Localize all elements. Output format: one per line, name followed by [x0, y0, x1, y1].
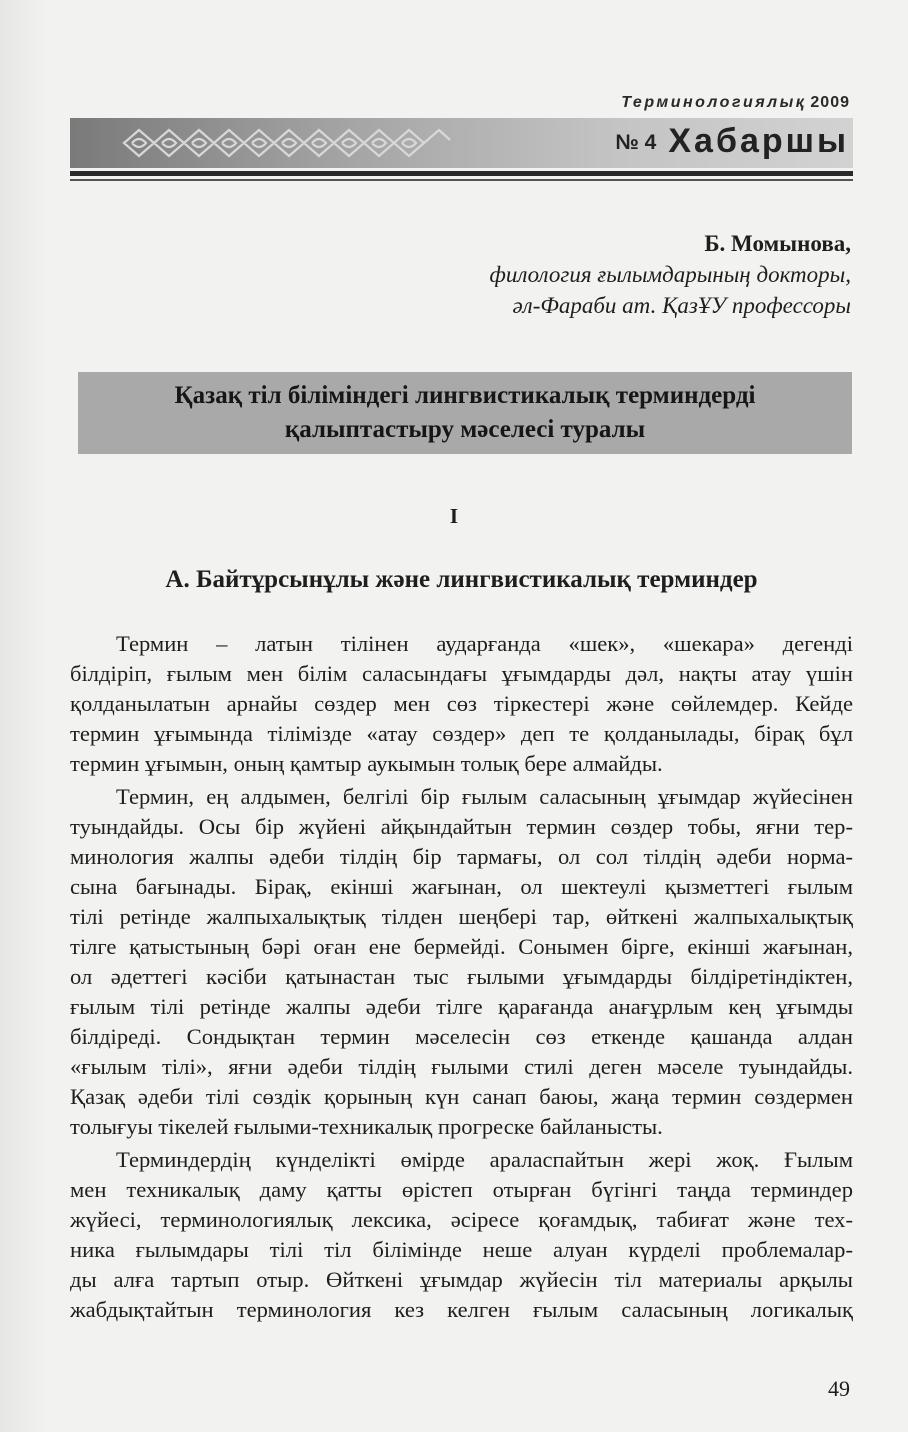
- body-line: тілге қатыстының бәрі оған ене бермейді. Сонымен бірге, екінші жағынан,: [70, 934, 853, 959]
- body-line: жүйесі, терминологиялық лексика, әсіресе қоғамдық, табиғат және тех-: [70, 1207, 853, 1232]
- header-rule-thick: [70, 171, 853, 176]
- body-line: минология жалпы әдеби тілдің бір тармағы, ол сол тілдің әдеби норма-: [70, 844, 853, 869]
- body-line: жабдықтайтын терминология кез келген ғылым саласының логикалық: [70, 1297, 853, 1322]
- ornament-icon: [122, 126, 452, 160]
- body-line: термин ұғымын, оның қамтыр аукымын толық бере алмайды.: [70, 751, 663, 776]
- page-edge-shadow: [0, 0, 46, 1432]
- body-line: Терминдердің күнделікті өмірде араласпайтын жері жоқ. Ғылым: [116, 1147, 853, 1172]
- body-line: білдіреді. Сондықтан термин мәселесін сөз еткенде қашанда алдан: [70, 1024, 853, 1049]
- body-line: толығуы тікелей ғылыми-техникалық прогреске байланысты.: [70, 1114, 663, 1139]
- article-title-line: қалыптастыру мәселесі туралы: [284, 416, 646, 443]
- issue-number: № 4: [615, 131, 657, 154]
- body-line: қолданылатын арнайы сөздер мен сөз тіркестері және сөйлемдер. Кейде: [70, 691, 853, 716]
- body-line: білдіріп, ғылым мен білім саласындағы ұғымдарды дәл, нақты атау үшін: [70, 661, 853, 686]
- journal-banner: [70, 118, 853, 168]
- body-line: тілі ретінде жалпыхалықтық тілден шеңбері тар, өйткені жалпыхалықтық: [70, 904, 853, 929]
- body-line: ды алға тартып отыр. Өйткені ұғымдар жүйесін тіл материалы арқылы: [70, 1267, 853, 1292]
- body-line: «ғылым тілі», яғни әдеби тілдің ғылыми стилі деген мәселе туындайды.: [70, 1054, 853, 1079]
- body-line: ғылым тілі ретінде жалпы әдеби тілге қарағанда анағұрлым кең ұғымды: [70, 994, 853, 1019]
- body-line: сына бағынады. Бірақ, екінші жағынан, ол шектеулі қызметтегі ғылым: [70, 874, 853, 899]
- journal-year: 2009: [810, 94, 850, 111]
- page-number: 49: [828, 1376, 850, 1401]
- header-rule-thin: [70, 179, 853, 181]
- section-title: А. Байтұрсынұлы және лингвистикалық терминдер: [165, 566, 758, 593]
- article-title-line: Қазақ тіл біліміндегі лингвистикалық терминдерді: [174, 382, 756, 409]
- body-line: Термин – латын тілінен аударғанда «шек», «шекара» дегенді: [116, 631, 853, 656]
- body-line: ника ғылымдары тілі тіл білімінде неше алуан күрделі проблемалар-: [70, 1237, 853, 1262]
- journal-running-header: [621, 94, 850, 112]
- body-line: термин ұғымында тілімізде «атау сөздер» деп те қолданылады, бірақ бұл: [70, 721, 853, 746]
- body-line: Термин, ең алдымен, белгілі бір ғылым саласының ұғымдар жүйесінен: [116, 784, 853, 809]
- journal-name: Хабаршы: [668, 122, 849, 160]
- author-block: [251, 228, 851, 321]
- body-line: Қазақ әдеби тілі сөздік қорының күн санап баюы, жаңа термин сөздермен: [70, 1084, 853, 1109]
- body-line: мен техникалық даму қатты өрістеп отырған бүгінгі таңда терминдер: [70, 1177, 853, 1202]
- author-credential-degree: филология ғылымдарының докторы,: [489, 262, 851, 287]
- article-title-box: [78, 372, 852, 454]
- author-credential-affiliation: әл-Фараби ат. ҚазҰУ профессоры: [512, 293, 851, 318]
- journal-series-title: Терминологиялық: [621, 94, 807, 111]
- author-name: Б. Момынова,: [704, 231, 851, 256]
- body-line: туындайды. Осы бір жүйені айқындайтын термин сөздер тобы, яғни тер-: [70, 814, 853, 839]
- issue-label: [615, 122, 849, 161]
- article-title: [78, 379, 852, 447]
- body-line: ол әдеттегі кәсіби қатынастан тыс ғылыми ұғымдарды білдіретіндіктен,: [70, 964, 853, 989]
- section-number: I: [449, 504, 459, 528]
